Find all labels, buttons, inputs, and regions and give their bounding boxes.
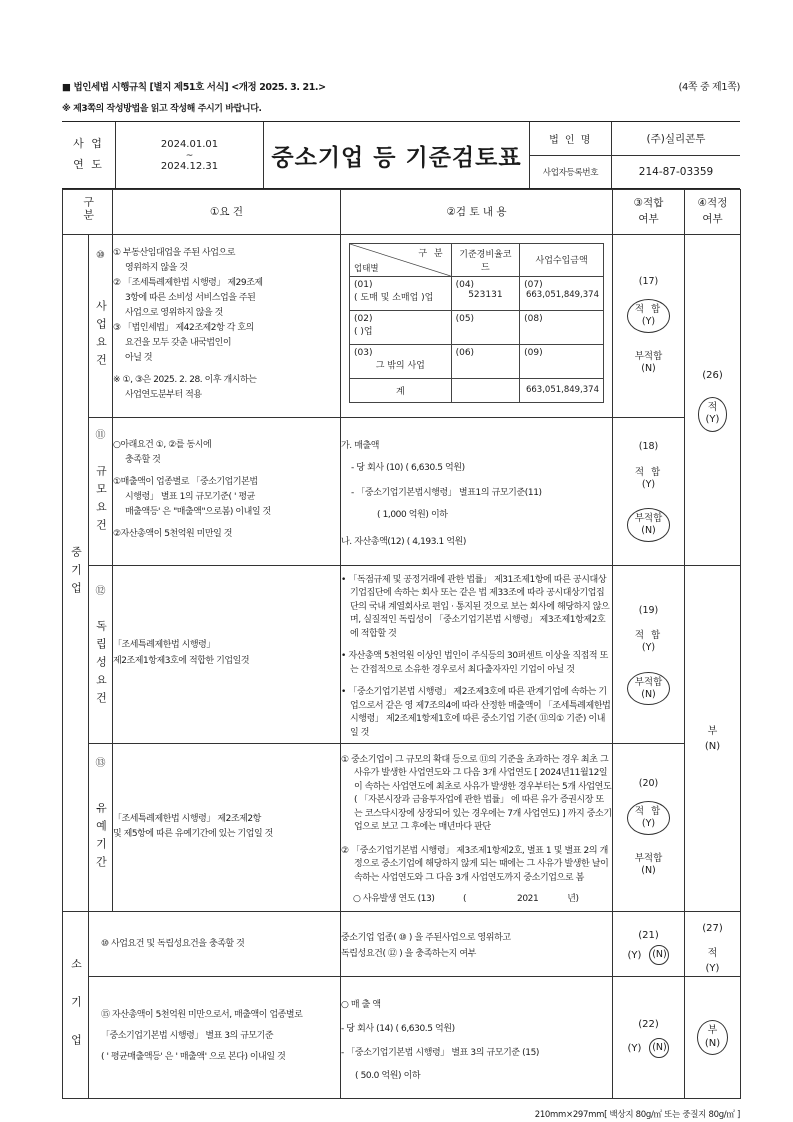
biz-req-1: ① 부동산임대업을 주된 사업으로: [113, 248, 236, 259]
sme-adequate-upper-cell[interactable]: [685, 234, 741, 565]
title-band: [62, 121, 740, 189]
col-requirement: ①요 건: [113, 190, 341, 235]
scale-review-content[interactable]: [341, 417, 613, 565]
scale-req-1: ①매출액이 업종별로 「중소기업기본법: [113, 477, 258, 488]
grace-period-marker: ⑬ 유예기간: [89, 744, 113, 912]
col-conform: [613, 190, 685, 235]
independence-req-1: 제2조제1항제3호에 적합한 기업일것: [113, 655, 250, 666]
col-adequate-line2: 여부: [702, 212, 723, 225]
small-condition-requirement: ⑩ 사업요건 및 독립성요건을 충족할 것: [89, 912, 341, 977]
grace-year-unit: 년): [567, 894, 579, 905]
scale-conform-yes-code: (Y): [641, 478, 656, 490]
grace-item-1: ① 중소기업이 그 규모의 확대 등으로 ⑪의 기준을 초과하는 경우 최초 그 사유가 발생한 사업연도와 그 다음 3개 사업연도 [ 2024년11월12일이 속하는 사업연도에 최초로 사유가 발생한 경우부터는 5개 사업연도( 「자본시장과 금융투자업에 관한 법률」 에 따른 유가 증권시장 또는 코스닥시장에 상장되어 있는 경우에는 7개 사업연도) ] 까지 중소기업으로 보고 그 후에는 매년마다 판단: [341, 754, 612, 833]
grace-year-line[interactable]: ○ 사유발생 연도 (13) ( 2021 년): [353, 894, 579, 905]
small-condition-conform-cell[interactable]: [613, 912, 685, 977]
biz-no-label: 사업자등록번호: [530, 156, 612, 189]
scale-conform-no-code: (N): [641, 525, 656, 537]
page-reference: (4쪽 중 제1쪽): [678, 82, 740, 93]
industry-total-row: [350, 378, 604, 402]
small-adequate-lower-cell[interactable]: [685, 977, 741, 1099]
period-end: 2024.12.31: [160, 161, 219, 173]
scale-conform-tag: (18): [638, 441, 659, 453]
criteria-table: [62, 189, 741, 1099]
biz-no-value: 214-87-03359: [638, 165, 714, 178]
biz-req-2c: 사업으로 영위하지 않을 것: [125, 308, 223, 319]
industry-1-cell[interactable]: [350, 276, 452, 310]
industry-total-amount: 663,051,849,374: [520, 378, 604, 402]
corp-name-row: [530, 122, 740, 155]
form-sheet: [62, 78, 740, 1120]
independence-conform-yes-code: (Y): [641, 641, 656, 653]
scale-assets: 나. 자산총액(12) ( 4,193.1 억원): [341, 537, 467, 547]
grace-year-value: 2021: [517, 894, 539, 905]
biz-condition-requirement: [113, 234, 341, 417]
biz-conform-tag: (17): [638, 275, 659, 287]
col-business-revenue: 사업수입금액: [520, 243, 604, 276]
row-biz-condition: [63, 234, 741, 417]
corner-top-label: 구 분: [418, 248, 445, 259]
independence-conform-no-label: 부적합: [634, 676, 663, 688]
independence-conform-cell[interactable]: [613, 565, 685, 744]
industry-1-amount-no: (07): [524, 279, 543, 290]
independence-review-content: [341, 565, 613, 744]
form-meta-row: [62, 78, 740, 93]
industry-2-cell[interactable]: [350, 310, 452, 344]
small-scale-req-0: ⑮ 자산총액이 5천억원 미만으로서, 매출액이 업종별로: [101, 1010, 303, 1021]
grace-req-1: 및 제5항에 따른 유예기간에 있는 기업일 것: [113, 828, 273, 839]
scale-conform-yes[interactable]: [629, 465, 668, 493]
industry-total-code-cell: [451, 378, 520, 402]
col-conform-line2: 여부: [638, 212, 659, 225]
scale-req-0b: 충족할 것: [125, 455, 161, 466]
industry-2-amount-no: (08): [524, 313, 543, 324]
biz-condition-review: [341, 234, 613, 417]
group-small-label: 소 기 업: [63, 912, 89, 1099]
small-adequate-no-label: 부: [707, 1025, 718, 1037]
industry-breakdown-table: [349, 243, 604, 403]
independence-conform-yes[interactable]: [629, 628, 668, 656]
scale-sales-standard: - 「중소기업기본법시행령」 별표1의 규모기준(11): [351, 488, 542, 498]
small-cond-line-2: 독립성요건( ⑫ ) 을 충족하는지 여부: [341, 949, 476, 960]
industry-corner-cell: [350, 243, 452, 276]
independence-conform-no[interactable]: [627, 672, 671, 706]
corp-identity-block: [530, 122, 740, 188]
small-cond-yes[interactable]: (Y): [627, 949, 642, 961]
industry-row-1: [350, 276, 604, 310]
small-cond-no[interactable]: (N): [649, 945, 669, 965]
industry-row-2: [350, 310, 604, 344]
scale-condition-num: ⑪: [95, 430, 106, 442]
sme-adequate-no-label: 부: [707, 725, 718, 737]
sme-adequate-yes-label: 적: [707, 401, 718, 413]
row-independence-condition: [63, 565, 741, 744]
biz-condition-num: ⑩: [96, 249, 105, 261]
independence-conform-tag: (19): [638, 604, 659, 616]
biz-conform-cell[interactable]: [613, 234, 685, 417]
grace-conform-yes-label: 적 합: [634, 806, 663, 818]
independence-item-1: • 「독점규제 및 공정거래에 관한 법률」 제31조제1항에 따른 공시대상기업집단에 속하는 회사 또는 같은 법 제33조에 따라 공시대상기업집단의 국내 계열회사로 편입 · 통지된 것으로 보는 회사에 해당하지 않으며, 실질적인 독립성이 「중소기업기본법 시행령」 제3조제1항제2호에 적합할 것: [341, 574, 610, 639]
industry-2-code-cell[interactable]: [451, 310, 520, 344]
independence-req-0: 「조세특례제한법 시행령」: [113, 640, 215, 651]
col-adequate-line1: ④적정: [697, 197, 728, 210]
period-start: 2024.01.01: [160, 139, 219, 151]
group-sme-label: 중기업: [63, 234, 89, 912]
independence-conform-no-code: (N): [641, 688, 656, 700]
small-scale-requirement: [89, 977, 341, 1099]
biz-conform-no[interactable]: [629, 349, 669, 377]
grace-year-label: ○ 사유발생 연도 (13): [353, 894, 435, 905]
small-scale-req-1: 「중소기업기본법 시행령」 별표 3의 규모기준: [101, 1031, 274, 1042]
small-scale-yes[interactable]: (Y): [627, 1042, 642, 1054]
sub-header-row: [350, 243, 604, 276]
small-scale-req-2: ( ' 평균매출액등' 은 ' 매출액' 으로 본다) 이내일 것: [101, 1052, 286, 1063]
independence-condition-requirement: [113, 565, 341, 744]
col-expense-code: 기준경비율코드: [451, 243, 520, 276]
corner-bottom-label: 업태별: [354, 263, 379, 274]
form-reference: ■ 법인세법 시행규칙 [별지 제51호 서식] <개정 2025. 3. 21.>: [62, 82, 326, 93]
sme-adequate-lower-cell[interactable]: [685, 565, 741, 912]
grace-review-content[interactable]: [341, 744, 613, 912]
table-header-row: [63, 190, 741, 235]
corp-name-value: (주)실리콘투: [646, 132, 706, 145]
scale-req-2: ②자산총액이 5천억원 미만일 것: [113, 529, 233, 540]
fiscal-year-label: [62, 122, 116, 188]
industry-1-no: (01): [354, 279, 373, 290]
industry-3-cell[interactable]: [350, 344, 452, 378]
grace-req-0: 「조세특례제한법 시행령」 제2조제2항: [113, 813, 261, 824]
biz-req-3: ③ 「법인세법」 제42조제2항 각 호의: [113, 323, 254, 334]
independence-condition-marker: ⑫ 독립성요건: [89, 565, 113, 744]
fiscal-year-period: [116, 122, 264, 188]
industry-2-name: ( )업: [354, 326, 373, 337]
small-scale-title: ○ 매 출 액: [341, 1000, 381, 1011]
biz-conform-yes-code: (Y): [641, 316, 656, 327]
small-scale-standard: - 「중소기업기본법 시행령」 별표 3의 규모기준 (15): [341, 1047, 540, 1058]
small-scale-conform-cell[interactable]: [613, 977, 685, 1099]
industry-1-name: ( 도매 및 소매업 )업: [354, 292, 434, 303]
sme-adequate-no[interactable]: [705, 724, 720, 754]
col-division: 구분: [63, 190, 113, 235]
biz-req-note-1: ※ ①, ③은 2025. 2. 28. 이후 개시하는: [113, 375, 257, 386]
small-scale-review[interactable]: [341, 977, 613, 1099]
scale-conform-yes-label: 적 합: [634, 466, 663, 478]
biz-req-note-2: 사업연도분부터 적용: [125, 390, 202, 401]
sme-adequate-yes-code: (Y): [705, 414, 720, 426]
small-scale-no[interactable]: (N): [649, 1038, 669, 1058]
grace-conform-yes-code: (Y): [641, 818, 656, 829]
industry-3-code-no: (06): [455, 347, 475, 358]
scale-req-1b: 시행령」 별표 1의 규모기준( ' 평균: [125, 492, 255, 503]
grace-conform-no[interactable]: [629, 851, 669, 879]
small-scale-company: - 당 회사 (14) ( 6,630.5 억원): [341, 1024, 455, 1035]
biz-no-row: [530, 155, 740, 189]
industry-2-code-no: (05): [455, 313, 475, 324]
scale-conform-no-label: 부적합: [634, 513, 663, 525]
sme-adequate-yes[interactable]: [698, 397, 728, 432]
biz-req-3b: 요건을 모두 갖춘 내국법인이: [125, 338, 232, 349]
row-grace-period: [63, 744, 741, 912]
biz-req-3c: 아닐 것: [125, 353, 153, 364]
grace-conform-no-label: 부적합: [634, 852, 663, 864]
industry-2-no: (02): [354, 313, 373, 324]
grace-conform-yes[interactable]: [627, 801, 670, 835]
biz-conform-yes-label: 적 합: [634, 304, 663, 316]
small-condition-review: [341, 912, 613, 977]
small-adequate-tag: (27): [702, 923, 723, 935]
scale-sales-standard-value: ( 1,000 억원) 이하: [377, 509, 448, 520]
industry-1-code-no: (04): [455, 279, 475, 290]
small-adequate-no-code: (N): [704, 1037, 721, 1049]
small-adequate-yes-label: 적: [707, 948, 718, 960]
scale-req-0: ○아래요건 ①, ②를 동시에: [113, 440, 212, 451]
industry-row-3: [350, 344, 604, 378]
small-adequate-no[interactable]: [697, 1020, 728, 1055]
independence-item-2: • 자산총액 5천억원 이상인 법인이 주식등의 30퍼센트 이상을 직접적 또는 간접적으로 소유한 경우로서 최다출자자인 기업이 아닐 것: [341, 651, 608, 675]
small-scale-standard-value: ( 50.0 억원) 이하: [355, 1071, 421, 1082]
scale-req-1c: 매출액등' 은 "매출액"으로봄) 이내일 것: [125, 507, 271, 518]
paper-spec-footer: 210mm×297mm[ 백상지 80g/㎡ 또는 중질지 80g/㎡ ]: [534, 1110, 740, 1121]
biz-conform-yes[interactable]: [627, 299, 670, 333]
col-conform-line1: ③적합: [633, 197, 664, 210]
row-small-scale: [63, 977, 741, 1099]
corp-name-label: 법 인 명: [530, 122, 612, 155]
industry-1-code-value: 523131: [468, 289, 503, 300]
industry-1-amount-value: 663,051,849,374: [525, 289, 599, 300]
scale-sales-title: 가. 매출액: [341, 441, 380, 451]
biz-condition-marker: ⑩ 사업요건: [89, 234, 113, 417]
fiscal-year-label-line2: 연 도: [73, 158, 104, 171]
grace-period-requirement: [113, 744, 341, 912]
industry-3-amount-no: (09): [524, 347, 543, 358]
industry-2-amount-cell[interactable]: [520, 310, 604, 344]
industry-3-code-cell[interactable]: [451, 344, 520, 378]
biz-conform-no-label: 부적합: [634, 350, 663, 362]
small-adequate-upper-cell[interactable]: [685, 912, 741, 977]
instruction-note: ※ 제3쪽의 작성방법을 읽고 작성해 주시기 바랍니다.: [62, 104, 262, 114]
grace-period-num: ⑬: [95, 757, 106, 769]
small-adequate-yes[interactable]: [706, 946, 720, 976]
scale-condition-requirement: [113, 417, 341, 565]
biz-req-2: ② 「조세특례제한법 시행령」 제29조제: [113, 278, 263, 289]
fiscal-year-label-line1: 사 업: [73, 137, 104, 151]
period-dash: ~: [185, 150, 194, 161]
sme-adequate-tag: (26): [702, 369, 723, 381]
small-cond-tag: (21): [638, 930, 659, 942]
scale-sales-company: - 당 회사 (10) ( 6,630.5 억원): [351, 462, 465, 473]
row-scale-condition: [63, 417, 741, 565]
biz-req-2b: 3항에 따른 소비성 서비스업을 주된: [125, 293, 256, 304]
industry-3-no: (03): [354, 347, 373, 358]
col-review: ②검 토 내 용: [341, 190, 613, 235]
page-title: 중소기업 등 기준검토표: [264, 122, 530, 188]
small-cond-line-1: 중소기업 업종( ⑩ ) 을 주된사업으로 영위하고: [341, 932, 511, 943]
grace-conform-cell[interactable]: [613, 744, 685, 912]
scale-condition-marker: ⑪ 규모요건: [89, 417, 113, 565]
scale-conform-cell[interactable]: [613, 417, 685, 565]
small-scale-tag: (22): [638, 1019, 659, 1031]
industry-1-code-cell[interactable]: [451, 276, 520, 310]
grace-conform-tag: (20): [638, 777, 659, 789]
biz-req-1b: 영위하지 않을 것: [125, 263, 188, 274]
grace-conform-no-code: (N): [641, 864, 656, 876]
industry-3-name: 그 밖의 사업: [375, 360, 425, 371]
grace-item-2: ② 「중소기업기본법 시행령」 제3조제1항제2호, 별표 1 및 별표 2의 개정으로 중소기업에 해당하지 않게 되는 때에는 그 사유가 발생한 날이 속하는 사업연도와 그 다음 3개 사업연도까지 중소기업으로 봄: [341, 845, 609, 883]
row-small-condition: [63, 912, 741, 977]
col-adequate: [685, 190, 741, 235]
small-adequate-yes-code: (Y): [705, 963, 720, 975]
industry-1-amount-cell[interactable]: [520, 276, 604, 310]
industry-3-amount-cell[interactable]: [520, 344, 604, 378]
industry-total-label: 계: [350, 378, 452, 402]
independence-condition-num: ⑫: [95, 586, 106, 597]
biz-conform-no-code: (N): [641, 362, 656, 374]
scale-conform-no[interactable]: [627, 508, 671, 542]
independence-conform-yes-label: 적 합: [634, 629, 663, 641]
sme-adequate-no-code: (N): [704, 740, 721, 752]
independence-item-3: • 「중소기업기본법 시행령」 제2조제3호에 따른 관계기업에 속하는 기업으로서 같은 영 제7조의4에 따라 산정한 매출액이 「조세특례제한법 시행령」 제2조제1항제1호에 따른 중소기업 기준( ⑪의① 기준) 이내일 것: [341, 687, 611, 738]
